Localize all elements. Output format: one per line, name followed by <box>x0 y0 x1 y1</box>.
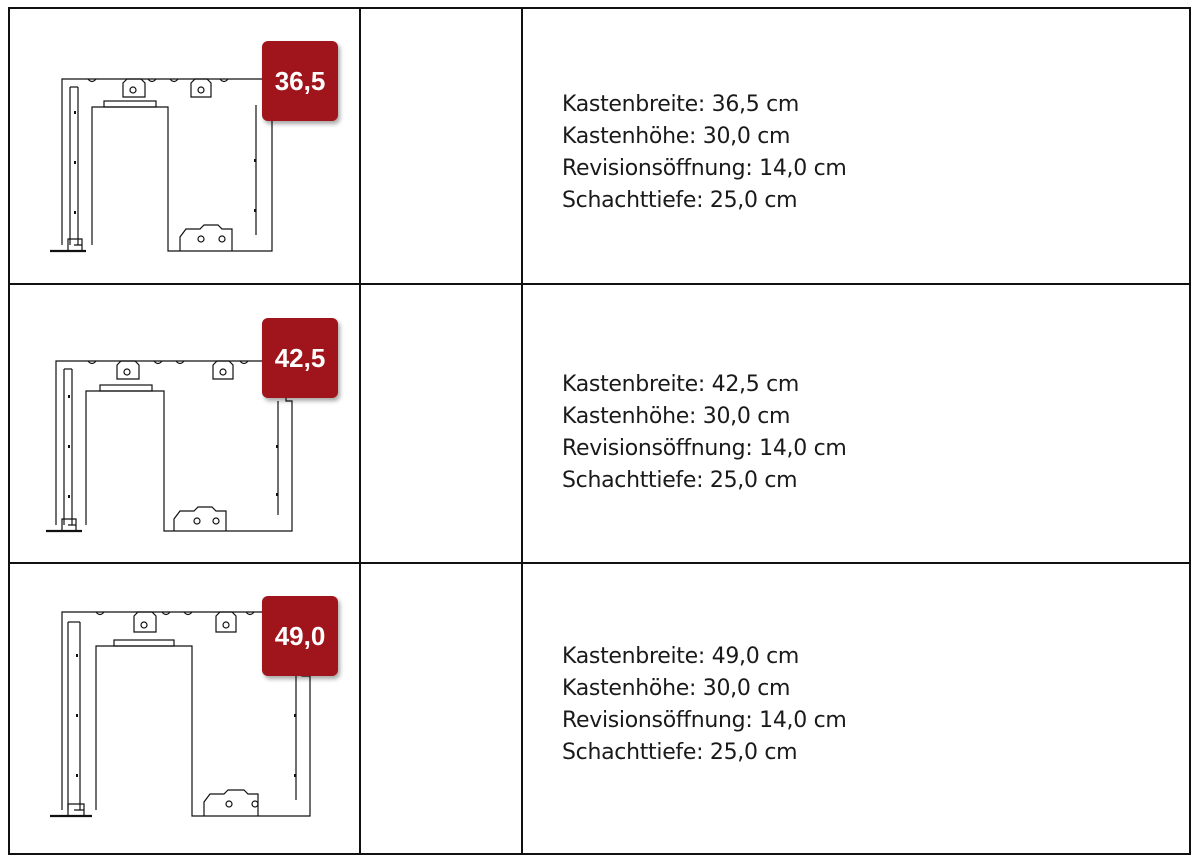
spec-schachttiefe: Schachttiefe: 25,0 cm <box>562 468 798 493</box>
box-cross-section-icon <box>10 9 360 285</box>
spec-kastenbreite: Kastenbreite: 42,5 cm <box>562 372 800 397</box>
box-cross-section-icon <box>10 285 360 561</box>
spec-kastenhoehe: Kastenhöhe: 30,0 cm <box>562 124 791 149</box>
spec-kastenbreite: Kastenbreite: 36,5 cm <box>562 92 800 117</box>
spec-kastenhoehe: Kastenhöhe: 30,0 cm <box>562 676 791 701</box>
spec-list <box>562 369 847 497</box>
spec-schachttiefe: Schachttiefe: 25,0 cm <box>562 188 798 213</box>
width-badge: 49,0 <box>262 596 338 676</box>
table-row <box>10 564 1189 853</box>
spec-list <box>562 89 847 217</box>
spec-revisionsoeffnung: Revisionsöffnung: 14,0 cm <box>562 156 847 181</box>
spec-revisionsoeffnung: Revisionsöffnung: 14,0 cm <box>562 436 847 461</box>
table-row <box>10 9 1189 283</box>
width-badge: 42,5 <box>262 318 338 398</box>
width-badge: 36,5 <box>262 41 338 121</box>
spec-kastenhoehe: Kastenhöhe: 30,0 cm <box>562 404 791 429</box>
box-cross-section-icon <box>10 564 360 840</box>
spec-table <box>8 7 1191 855</box>
spec-kastenbreite: Kastenbreite: 49,0 cm <box>562 644 800 669</box>
spec-revisionsoeffnung: Revisionsöffnung: 14,0 cm <box>562 708 847 733</box>
table-row <box>10 285 1189 562</box>
spec-schachttiefe: Schachttiefe: 25,0 cm <box>562 740 798 765</box>
spec-list <box>562 641 847 769</box>
